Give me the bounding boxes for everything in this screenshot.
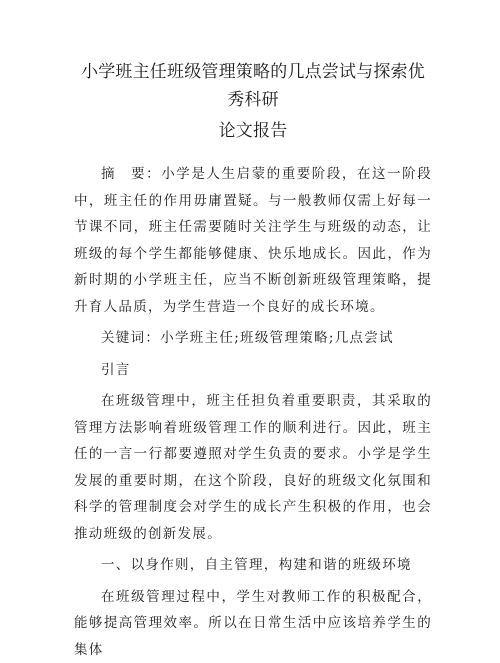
section-1-heading: 一、以身作则，自主管理，构建和谐的班级环境	[74, 552, 432, 579]
keywords-label: 关键词：	[101, 330, 160, 346]
intro-heading: 引言	[74, 357, 432, 384]
title-line-1: 小学班主任班级管理策略的几点尝试与探索优秀科研	[74, 58, 432, 114]
abstract-text: 小学是人生启蒙的重要阶段，在这一阶段中，班主任的作用毋庸置疑。与一般教师仅需上好每一节课不同，班主任需要随时关注学生与班级的动态，让班级的每个学生都能够健康、快乐地成长。因此，作为新时期的小学班主任，应当不断创新班级管理策略，提升育人品质，为学生营造一个良好的成长环境。	[74, 166, 432, 315]
title-line-2: 论文报告	[74, 117, 432, 145]
keywords-paragraph	[74, 325, 432, 352]
section-1-paragraph: 在班级管理过程中，学生对教师工作的积极配合，能够提高管理效率。所以在日常生活中应该培养学生的集体	[74, 584, 432, 663]
keywords-text: 小学班主任;班级管理策略;几点尝试	[160, 330, 394, 346]
title-spacer	[74, 145, 432, 161]
intro-paragraph: 在班级管理中，班主任担负着重要职责，其采取的管理方法影响着班级管理工作的顺利进行。因此，班主任的一言一行都要遵照对学生负责的要求。小学是学生发展的重要时期，在这个阶段，良好的班级文化氛围和科学的管理制度会对学生的成长产生积极的作用，也会推动班级的创新发展。	[74, 388, 432, 547]
abstract-paragraph	[74, 161, 432, 320]
abstract-label: 摘 要：	[101, 166, 161, 182]
document-title	[74, 58, 432, 145]
